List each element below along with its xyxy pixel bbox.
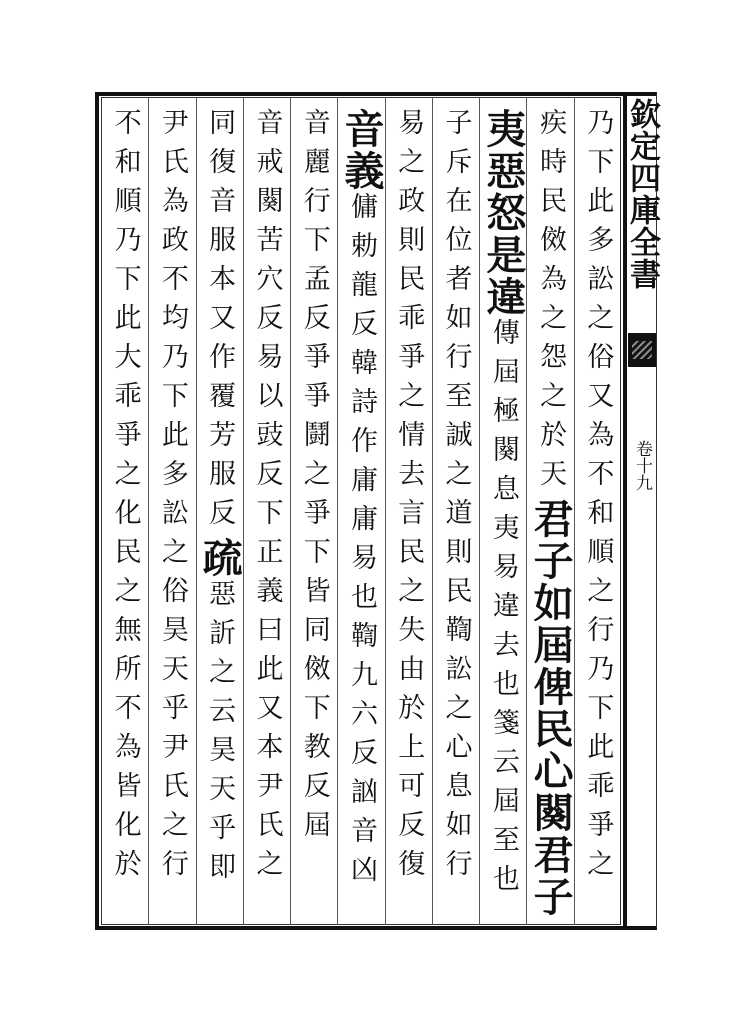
volume-label: 卷十九: [632, 440, 652, 491]
commentary-text: 傭勅龍反韓詩作庸庸易也鞫九六反訩音凶: [346, 192, 377, 894]
column-divider: [432, 97, 433, 925]
main-text: 音義: [338, 108, 385, 192]
column-divider: [243, 97, 244, 925]
main-text: 夷惡怒是違: [479, 108, 527, 318]
column-divider: [148, 97, 149, 925]
column-divider: [526, 97, 527, 925]
commentary-text: 易之政則民乖爭之情去言民之失由於上可反復: [393, 108, 425, 888]
commentary-text: 乃下此多訟之俗又為不和順之行乃下此乖爭之: [582, 108, 614, 888]
main-text: 疏: [196, 537, 244, 579]
column-divider: [385, 97, 386, 925]
commentary-text: 不和順乃下此大乖爭之化民之無所不為皆化於: [109, 108, 141, 888]
commentary-text: 尹氏為政不均乃下此多訟之俗昊天乎尹氏之行: [156, 108, 188, 888]
column-divider: [337, 97, 338, 925]
commentary-text: 疾時民傚為之怨之於天: [535, 108, 567, 498]
column-divider: [574, 97, 575, 925]
column-divider: [290, 97, 291, 925]
commentary-text: 子斥在位者如行至誠之道則民鞫訟之心息如行: [440, 108, 472, 888]
commentary-text: 傳屆極闋息夷易違去也箋云屆至也: [487, 318, 519, 903]
column-divider: [479, 97, 480, 925]
library-title: 欽定四庫全書: [624, 98, 660, 290]
text-column: [97, 108, 153, 918]
commentary-text: 同復音服本又作覆芳服反: [204, 108, 236, 537]
column-divider: [196, 97, 197, 925]
commentary-text: 音戒闋苦穴反易以豉反下正義曰此又本尹氏之: [251, 108, 283, 888]
main-text: 君子如屆俾民心闋君子: [527, 498, 575, 918]
commentary-text: 惡訢之云昊天乎即: [204, 579, 236, 891]
fish-tail-mark: [628, 333, 656, 367]
commentary-text: 音麗行下孟反爭爭鬪之爭下皆同傚下教反屆: [298, 108, 330, 849]
